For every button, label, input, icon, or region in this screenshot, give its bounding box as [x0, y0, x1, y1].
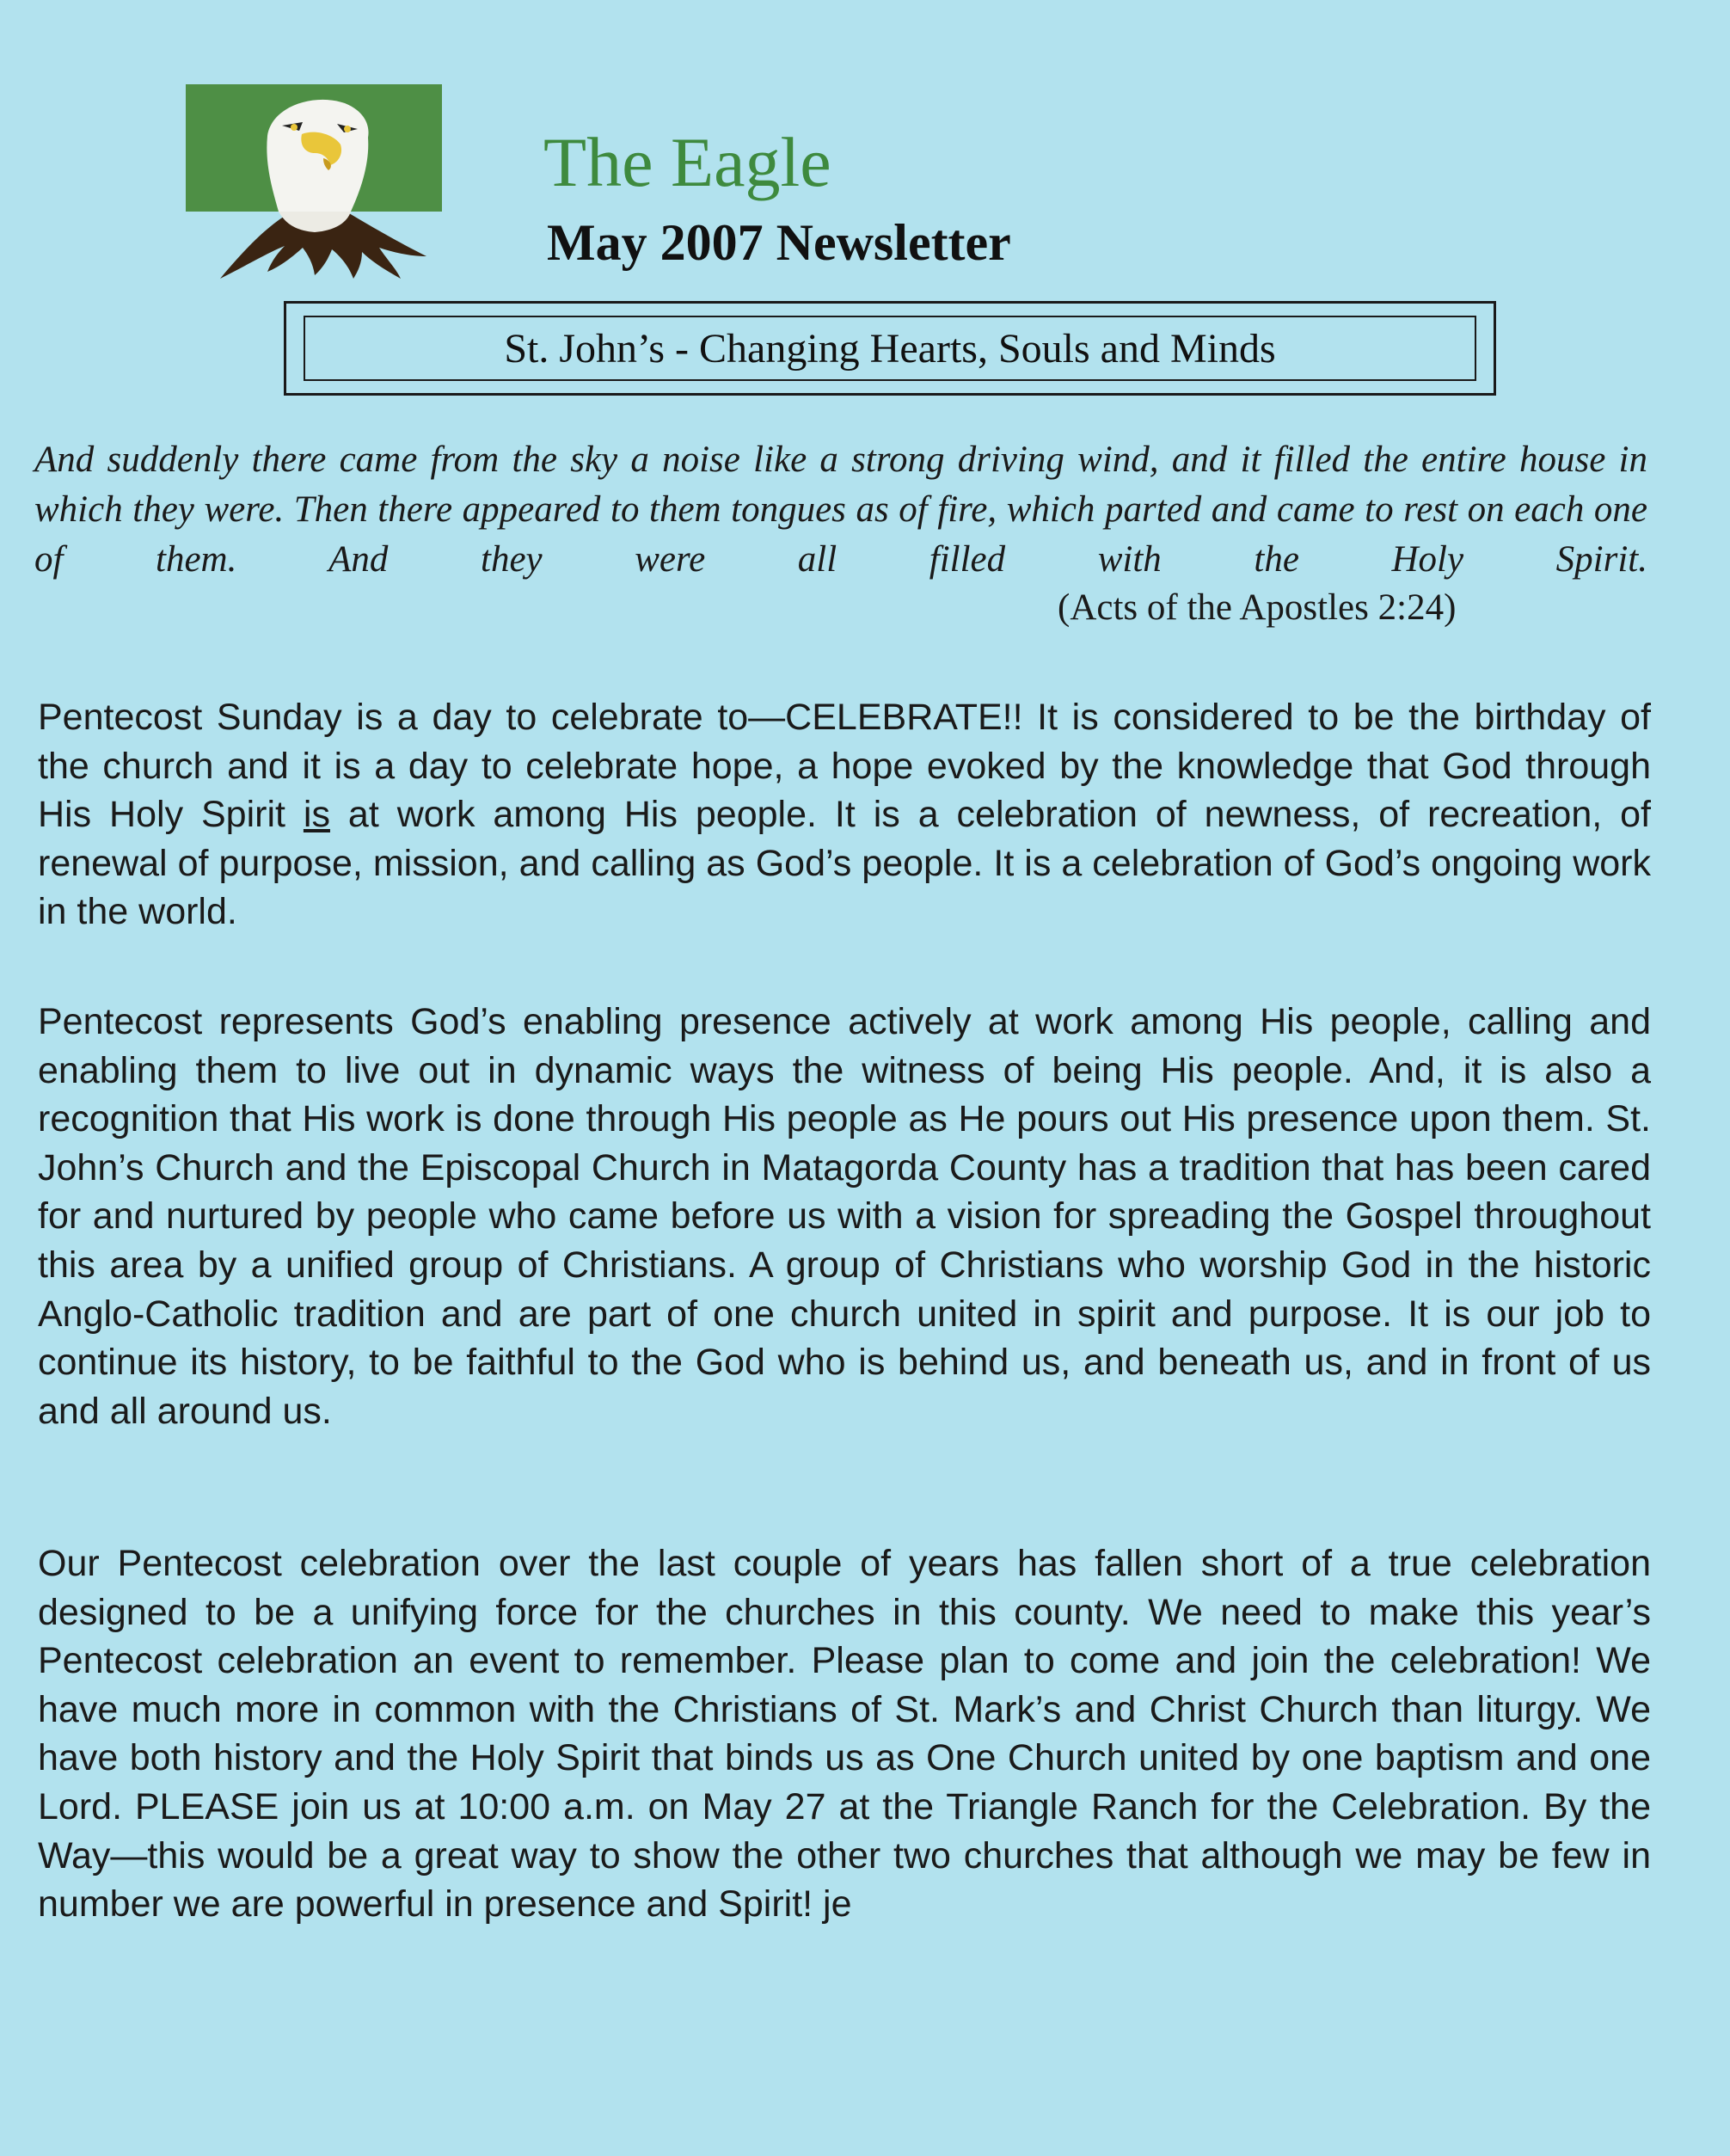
paragraph-pentecost-represents: Pentecost represents God’s enabling presence actively at work among His people, calling and enabling them to live out in dynamic ways the witness of being His people. And, it is also a recognition that His work is done through His people as He pours out His presence upon them. St. John’s Church and the Episcopal Church in Matagorda County has a tradition that has been cared for and nurtured by people who came before us with a vision for spreading the Gospel throughout this area by a unified group of Christians. A group of Christians who worship God in the historic Anglo-Catholic tradition and are part of one church united in spirit and purpose. It is our job to continue its history, to be faithful to the God who is behind us, and beneath us, and in front of us and all around us.	[38, 1001, 1651, 1432]
tagline: St. John’s - Changing Hearts, Souls and Minds	[304, 316, 1476, 381]
paragraph-text: Pentecost Sunday is a day to celebrate to—CELEBRATE!! It is considered to be the birthday of the church and it is a day to celebrate hope, a hope evoked by the knowledge that God through His Holy Spirit	[38, 697, 1651, 836]
scripture-citation: (Acts of the Apostles 2:24)	[1058, 587, 1457, 628]
paragraph-celebration-invite: Our Pentecost celebration over the last couple of years has fallen short of a true celebration designed to be a unifying force for the churches in this county. We need to make this year’s Pentecost celebration an event to remember. Please plan to come and join the celebration! We have much more in common with the Christians of St. Mark’s and Christ Church than liturgy. We have both history and the Holy Spirit that binds us as One Church united by one baptism and one Lord. PLEASE join us at 10:00 a.m. on May 27 at the Triangle Ranch for the Celebration. By the Way—this would be a great way to show the other two churches that although we may be few in number we are powerful in presence and Spirit! je	[38, 1543, 1651, 1926]
paragraph-text: at work among His people. It is a celebration of newness, of recreation, of renewal of purpose, mission, and calling as God’s people. It is a celebration of God’s ongoing work in the world.	[38, 794, 1651, 933]
scripture-quote: And suddenly there came from the sky a noise like a strong driving wind, and it filled the entire house in which they were. Then there appeared to them tongues as of fire, which parted and came to rest on each one of them. And they were all filled with the Holy Spirit.	[34, 439, 1647, 580]
newsletter-title: The Eagle	[543, 123, 831, 201]
newsletter-issue: May 2007 Newsletter	[547, 214, 1011, 271]
tagline-box	[284, 301, 1496, 396]
paragraph-pentecost-sunday	[38, 693, 1651, 937]
eagle-icon	[186, 84, 442, 279]
underlined-word: is	[303, 794, 330, 836]
